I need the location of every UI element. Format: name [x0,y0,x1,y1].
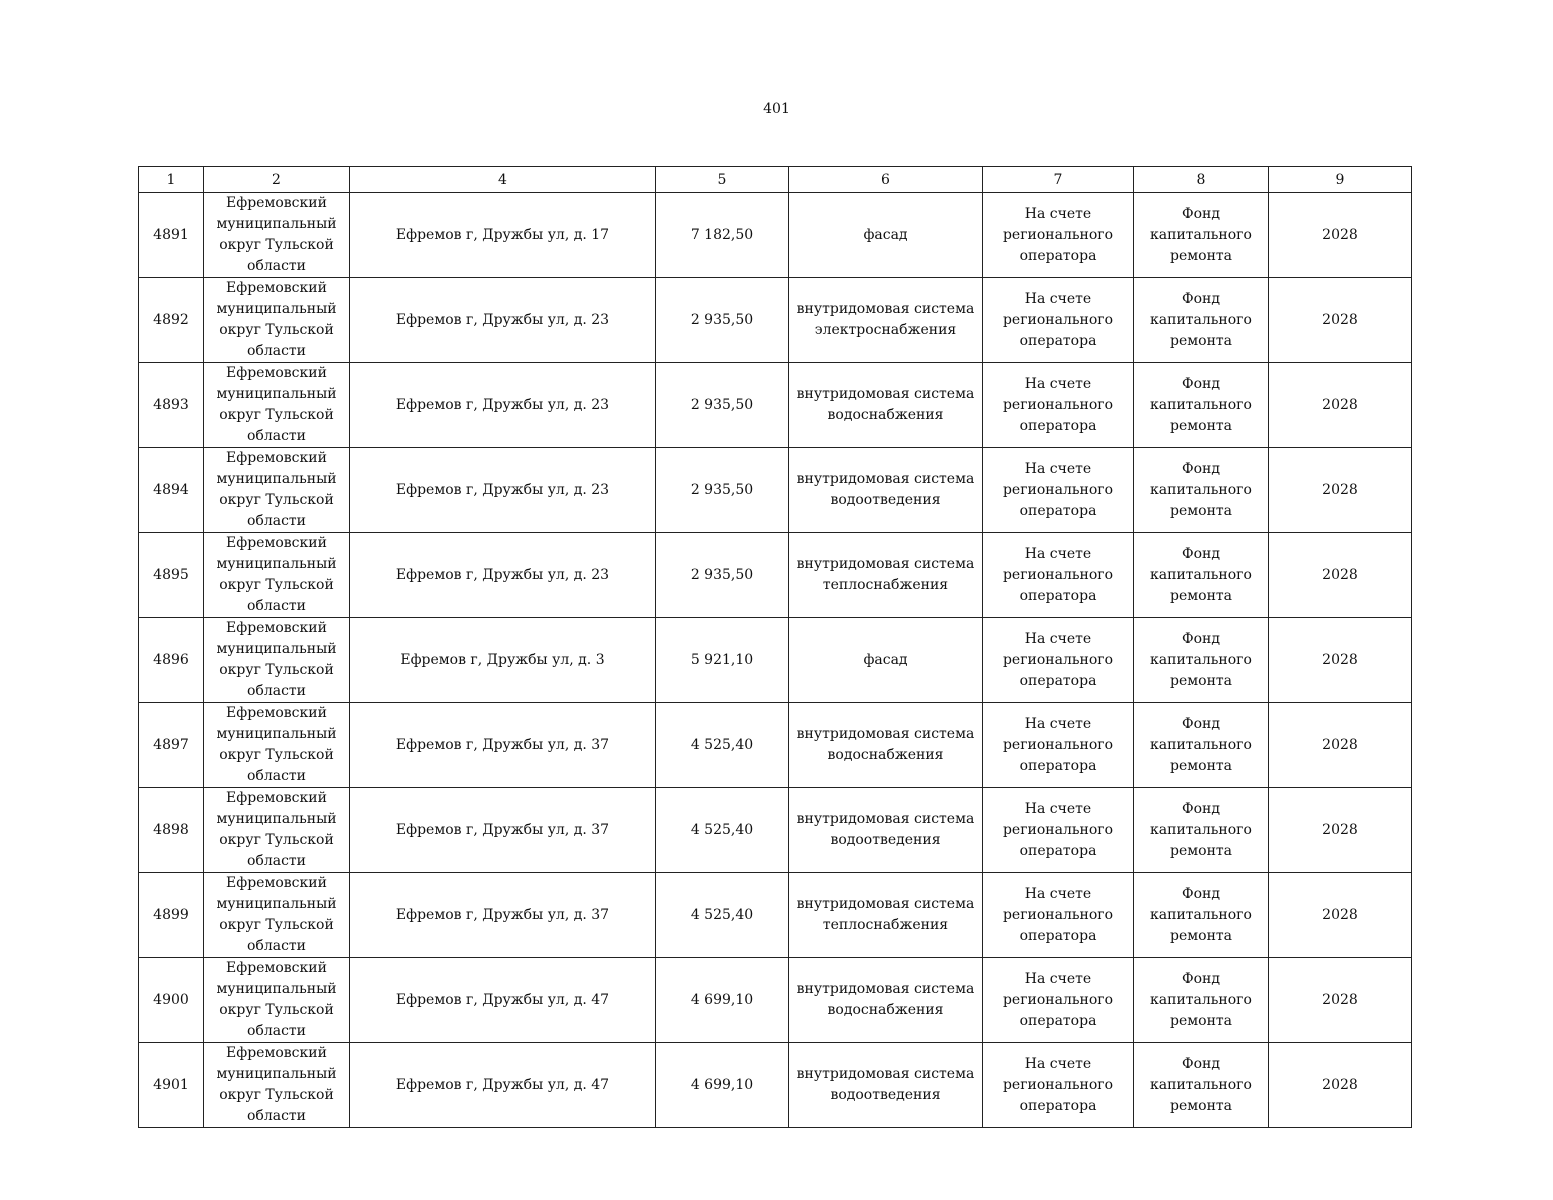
area-cell: 7 182,50 [656,193,789,278]
address-cell: Ефремов г, Дружбы ул, д. 37 [350,873,656,958]
municipality-cell: Ефремовский муниципальный округ Тульской области [204,193,350,278]
municipality-cell: Ефремовский муниципальный округ Тульской области [204,363,350,448]
funding-source-cell: Фонд капитального ремонта [1134,533,1269,618]
year-cell: 2028 [1269,788,1412,873]
municipality-cell: Ефремовский муниципальный округ Тульской области [204,873,350,958]
column-header-8: 8 [1134,167,1269,193]
municipality-cell: Ефремовский муниципальный округ Тульской области [204,703,350,788]
row-number-cell: 4899 [139,873,204,958]
fund-account-cell: На счете регионального оператора [983,1043,1134,1128]
row-number-cell: 4900 [139,958,204,1043]
work-type-cell: внутридомовая система теплоснабжения [789,533,983,618]
funding-source-cell: Фонд капитального ремонта [1134,193,1269,278]
fund-account-cell: На счете регионального оператора [983,193,1134,278]
funding-source-cell: Фонд капитального ремонта [1134,448,1269,533]
funding-source-cell: Фонд капитального ремонта [1134,703,1269,788]
funding-source-cell: Фонд капитального ремонта [1134,278,1269,363]
fund-account-cell: На счете регионального оператора [983,703,1134,788]
column-header-5: 5 [656,167,789,193]
work-type-cell: внутридомовая система водоснабжения [789,958,983,1043]
year-cell: 2028 [1269,703,1412,788]
table-row [139,703,1412,788]
address-cell: Ефремов г, Дружбы ул, д. 17 [350,193,656,278]
funding-source-cell: Фонд капитального ремонта [1134,618,1269,703]
fund-account-cell: На счете регионального оператора [983,958,1134,1043]
row-number-cell: 4893 [139,363,204,448]
work-type-cell: внутридомовая система водоотведения [789,788,983,873]
table-header [139,167,1412,193]
work-type-cell: внутридомовая система водоснабжения [789,363,983,448]
fund-account-cell: На счете регионального оператора [983,788,1134,873]
year-cell: 2028 [1269,618,1412,703]
work-type-cell: внутридомовая система теплоснабжения [789,873,983,958]
work-type-cell: внутридомовая система водоснабжения [789,703,983,788]
work-type-cell: внутридомовая система электроснабжения [789,278,983,363]
column-header-7: 7 [983,167,1134,193]
year-cell: 2028 [1269,958,1412,1043]
row-number-cell: 4894 [139,448,204,533]
row-number-cell: 4891 [139,193,204,278]
funding-source-cell: Фонд капитального ремонта [1134,873,1269,958]
municipality-cell: Ефремовский муниципальный округ Тульской области [204,618,350,703]
table-row [139,533,1412,618]
address-cell: Ефремов г, Дружбы ул, д. 47 [350,958,656,1043]
address-cell: Ефремов г, Дружбы ул, д. 23 [350,448,656,533]
table-row [139,1043,1412,1128]
fund-account-cell: На счете регионального оператора [983,278,1134,363]
row-number-cell: 4898 [139,788,204,873]
address-cell: Ефремов г, Дружбы ул, д. 37 [350,703,656,788]
table-row [139,873,1412,958]
municipality-cell: Ефремовский муниципальный округ Тульской области [204,448,350,533]
area-cell: 2 935,50 [656,448,789,533]
year-cell: 2028 [1269,533,1412,618]
row-number-cell: 4896 [139,618,204,703]
work-type-cell: фасад [789,193,983,278]
address-cell: Ефремов г, Дружбы ул, д. 37 [350,788,656,873]
year-cell: 2028 [1269,448,1412,533]
table-row [139,448,1412,533]
year-cell: 2028 [1269,363,1412,448]
row-number-cell: 4895 [139,533,204,618]
area-cell: 4 525,40 [656,788,789,873]
municipality-cell: Ефремовский муниципальный округ Тульской области [204,1043,350,1128]
area-cell: 2 935,50 [656,533,789,618]
fund-account-cell: На счете регионального оператора [983,618,1134,703]
row-number-cell: 4892 [139,278,204,363]
funding-source-cell: Фонд капитального ремонта [1134,788,1269,873]
area-cell: 2 935,50 [656,278,789,363]
fund-account-cell: На счете регионального оператора [983,363,1134,448]
address-cell: Ефремов г, Дружбы ул, д. 23 [350,278,656,363]
column-header-2: 2 [204,167,350,193]
header-row [139,167,1412,193]
area-cell: 4 699,10 [656,1043,789,1128]
table-row [139,618,1412,703]
row-number-cell: 4897 [139,703,204,788]
table-row [139,278,1412,363]
area-cell: 5 921,10 [656,618,789,703]
year-cell: 2028 [1269,278,1412,363]
table-row [139,363,1412,448]
municipality-cell: Ефремовский муниципальный округ Тульской области [204,278,350,363]
fund-account-cell: На счете регионального оператора [983,448,1134,533]
address-cell: Ефремов г, Дружбы ул, д. 3 [350,618,656,703]
year-cell: 2028 [1269,193,1412,278]
column-header-1: 1 [139,167,204,193]
funding-source-cell: Фонд капитального ремонта [1134,958,1269,1043]
page-number: 401 [763,101,790,117]
year-cell: 2028 [1269,1043,1412,1128]
address-cell: Ефремов г, Дружбы ул, д. 47 [350,1043,656,1128]
fund-account-cell: На счете регионального оператора [983,873,1134,958]
year-cell: 2028 [1269,873,1412,958]
table-row [139,788,1412,873]
funding-source-cell: Фонд капитального ремонта [1134,1043,1269,1128]
funding-source-cell: Фонд капитального ремонта [1134,363,1269,448]
work-type-cell: фасад [789,618,983,703]
address-cell: Ефремов г, Дружбы ул, д. 23 [350,533,656,618]
area-cell: 4 699,10 [656,958,789,1043]
area-cell: 4 525,40 [656,873,789,958]
row-number-cell: 4901 [139,1043,204,1128]
column-header-9: 9 [1269,167,1412,193]
column-header-6: 6 [789,167,983,193]
table-row [139,193,1412,278]
municipality-cell: Ефремовский муниципальный округ Тульской области [204,958,350,1043]
municipality-cell: Ефремовский муниципальный округ Тульской области [204,533,350,618]
table-body [139,193,1412,1128]
fund-account-cell: На счете регионального оператора [983,533,1134,618]
municipality-cell: Ефремовский муниципальный округ Тульской области [204,788,350,873]
table-row [139,958,1412,1043]
column-header-4: 4 [350,167,656,193]
capital-repair-table [138,166,1412,1128]
address-cell: Ефремов г, Дружбы ул, д. 23 [350,363,656,448]
work-type-cell: внутридомовая система водоотведения [789,1043,983,1128]
work-type-cell: внутридомовая система водоотведения [789,448,983,533]
area-cell: 4 525,40 [656,703,789,788]
area-cell: 2 935,50 [656,363,789,448]
